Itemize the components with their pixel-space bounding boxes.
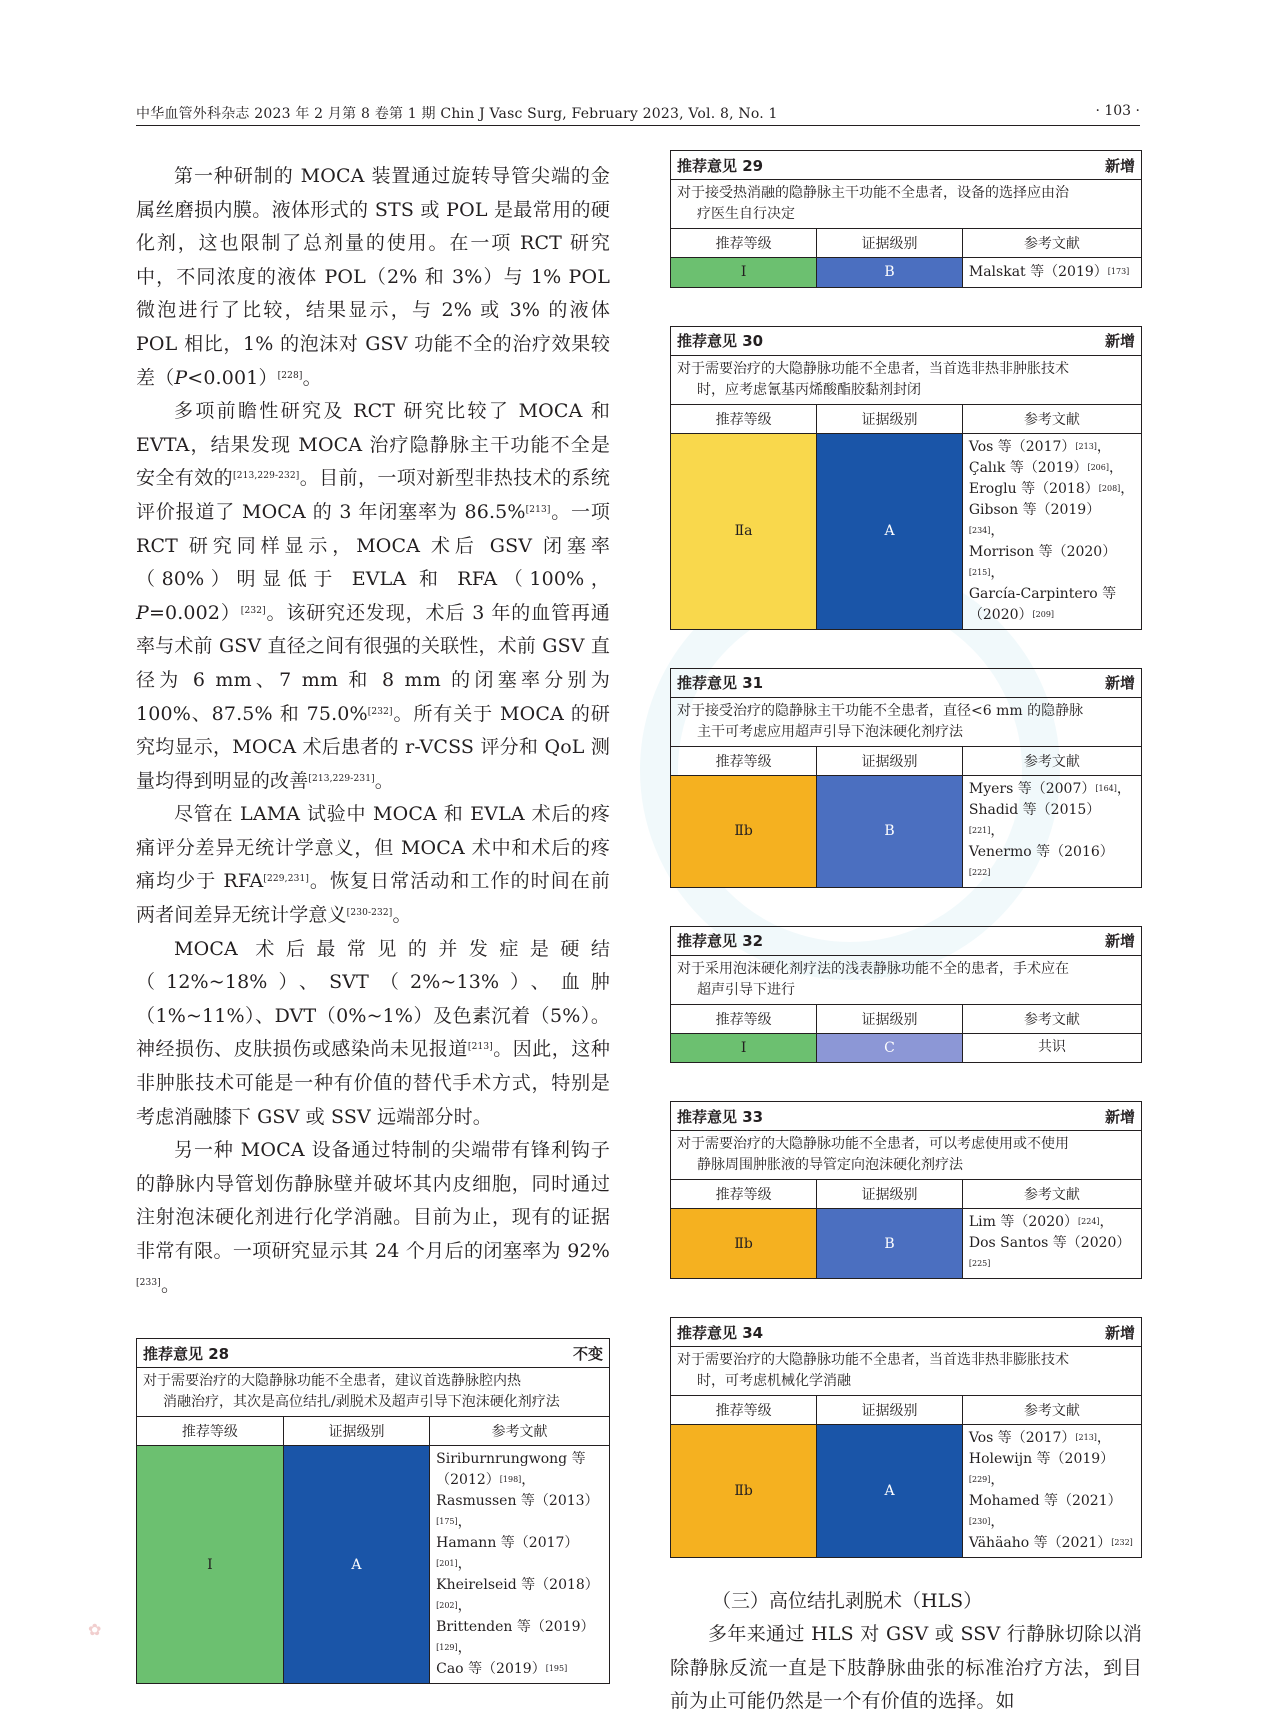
evidence-cell: A bbox=[817, 1425, 963, 1558]
reference-item: 共识 bbox=[1037, 1039, 1066, 1056]
recommendation-title: 推荐意见 34 bbox=[677, 1323, 764, 1342]
reference-item: Holewijn 等（2019）[229]， bbox=[968, 1451, 1115, 1488]
evidence-cell: B bbox=[817, 1209, 963, 1279]
recommendation-table bbox=[671, 1180, 1141, 1278]
publisher-logo-icon: ✿ bbox=[88, 1620, 102, 1639]
recommendation-title: 推荐意见 29 bbox=[677, 156, 764, 175]
reference-item: Eroglu 等（2018）[208]， bbox=[968, 480, 1135, 497]
grade-cell: Ⅱb bbox=[671, 1425, 817, 1558]
recommendation-table bbox=[671, 1005, 1141, 1063]
recommendation-text: 对于接受治疗的隐静脉主干功能不全患者，直径<6 mm 的隐静脉 主干可考虑应用超声引导下泡沫硬化剂疗法 bbox=[671, 698, 1141, 747]
references-cell bbox=[962, 1425, 1141, 1558]
evidence-cell: B bbox=[817, 775, 963, 887]
references-cell bbox=[962, 1209, 1141, 1279]
recommendation-status: 新增 bbox=[1104, 1107, 1135, 1126]
col-header-refs: 参考文献 bbox=[962, 1180, 1141, 1209]
journal-citation: 中华血管外科杂志 2023 年 2 月第 8 卷第 1 期 Chin J Vasc Surg, February 2023, Vol. 8, No. 1 bbox=[136, 106, 778, 122]
evidence-cell: A bbox=[817, 433, 963, 629]
reference-item: Siriburnrungwong 等（2012）[198]， bbox=[436, 1451, 586, 1489]
recommendation-header bbox=[671, 1318, 1141, 1347]
col-header-refs: 参考文献 bbox=[962, 747, 1141, 776]
grade-cell: Ⅰ bbox=[671, 258, 817, 287]
references-cell bbox=[430, 1446, 609, 1684]
recommendation-title: 推荐意见 30 bbox=[677, 332, 764, 350]
paragraph: 另一种 MOCA 设备通过特制的尖端带有锋利钩子的静脉内导管划伤静脉壁并破坏其内皮细胞，同时通过注射泡沫硬化剂进行化学消融。目前为止，现有的证据非常有限。一项研究显示其 24 个月后的闭塞率为 92%[233]。 bbox=[136, 1139, 610, 1296]
recommendation-box-34 bbox=[670, 1317, 1142, 1558]
right-column bbox=[670, 150, 1142, 1719]
col-header-grade: 推荐等级 bbox=[671, 405, 817, 434]
recommendation-status: 新增 bbox=[1104, 932, 1135, 950]
recommendation-status: 新增 bbox=[1104, 1323, 1135, 1342]
paragraph: MOCA 术后最常见的并发症是硬结（12%~18%）、SVT（2%~13%）、血肿（1%~11%）、DVT（0%~1%）及色素沉着（5%）。神经损伤、皮肤损伤或感染尚未见报道[213]。因此，这种非肿胀技术可能是一种有价值的替代手术方式，特别是考虑消融膝下 GSV 或 SSV 远端部分时。 bbox=[136, 937, 610, 1128]
recommendation-box-31 bbox=[670, 668, 1142, 888]
recommendation-status: 新增 bbox=[1104, 674, 1135, 692]
recommendation-title: 推荐意见 33 bbox=[677, 1107, 764, 1126]
recommendation-status: 新增 bbox=[1104, 156, 1135, 175]
grade-cell: Ⅰ bbox=[137, 1446, 283, 1684]
recommendation-box-29 bbox=[670, 150, 1142, 288]
reference-item: Malskat 等（2019）[173] bbox=[968, 263, 1130, 280]
recommendation-box-33 bbox=[670, 1101, 1142, 1279]
recommendation-text: 对于需要治疗的大隐静脉功能不全患者，当首选非热非膨胀技术 时，可考虑机械化学消融 bbox=[671, 1347, 1141, 1396]
reference-item: Çalık 等（2019）[206]， bbox=[968, 459, 1123, 476]
evidence-cell: B bbox=[817, 258, 963, 287]
reference-item: Lim 等（2020）[224]， bbox=[968, 1214, 1114, 1230]
recommendation-table bbox=[671, 229, 1141, 287]
reference-item: García-Carpintero 等（2020）[209] bbox=[968, 585, 1117, 623]
col-header-evidence: 证据级别 bbox=[817, 405, 963, 434]
col-header-grade: 推荐等级 bbox=[671, 229, 817, 258]
col-header-grade: 推荐等级 bbox=[671, 1180, 817, 1209]
col-header-grade: 推荐等级 bbox=[671, 1005, 817, 1034]
page-number: · 103 · bbox=[1095, 103, 1140, 119]
recommendation-text: 对于接受热消融的隐静脉主干功能不全患者，设备的选择应由治 疗医生自行决定 bbox=[671, 180, 1141, 229]
col-header-grade: 推荐等级 bbox=[137, 1417, 283, 1446]
paragraph: 多项前瞻性研究及 RCT 研究比较了 MOCA 和 EVTA，结果发现 MOCA 治疗隐静脉主干功能不全是安全有效的[213,229-232]。目前，一项对新型非热技术的系统评价报道了 MOCA 的 3 年闭塞率为 86.5%[213]。一项 RCT 研究同样显示，MOCA 术后 GSV 闭塞率（80%）明显低于 EVLA 和 RFA（100%，P=0.002）[232]。该研究还发现，术后 3 年的血管再通率与术前 GSV 直径之间有很强的关联性，术前 GSV 直径为 6 mm、7 mm 和 8 mm 的闭塞率分别为 100%、87.5% 和 75.0%[232]。所有关于 MOCA 的研究均显示，MOCA 术后患者的 r-VCSS 评分和 QoL 测量均得到明显的改善[213,229-231]。 bbox=[136, 400, 610, 792]
references-cell bbox=[962, 775, 1141, 887]
reference-item: Vos 等（2017）[213]， bbox=[968, 1430, 1111, 1446]
references-cell bbox=[962, 433, 1141, 629]
col-header-evidence: 证据级别 bbox=[283, 1417, 429, 1446]
evidence-cell: C bbox=[817, 1033, 963, 1062]
reference-item: Myers 等（2007）[164]， bbox=[968, 780, 1131, 797]
col-header-refs: 参考文献 bbox=[962, 1005, 1141, 1034]
reference-item: Vähäaho 等（2021）[232] bbox=[968, 1535, 1133, 1551]
grade-cell: Ⅱa bbox=[671, 433, 817, 629]
paragraph: 多年来通过 HLS 对 GSV 或 SSV 行静脉切除以消除静脉反流一直是下肢静脉曲张的标准治疗方法，到目前为止可能仍然是一个有价值的选择。如 bbox=[670, 1623, 1142, 1713]
recommendation-status: 不变 bbox=[572, 1344, 603, 1363]
recommendation-box-32 bbox=[670, 926, 1142, 1064]
recommendation-title: 推荐意见 31 bbox=[677, 674, 764, 692]
grade-cell: Ⅱb bbox=[671, 1209, 817, 1279]
reference-item: Dos Santos 等（2020）[225] bbox=[968, 1235, 1131, 1268]
recommendation-table bbox=[671, 747, 1141, 887]
reference-item: Brittenden 等（2019）[129]， bbox=[436, 1619, 595, 1657]
reference-item: Cao 等（2019）[195] bbox=[436, 1661, 568, 1678]
recommendation-text: 对于需要治疗的大隐静脉功能不全患者，建议首选静脉腔内热 消融治疗，其次是高位结扎/剥脱术及超声引导下泡沫硬化剂疗法 bbox=[137, 1368, 609, 1417]
col-header-refs: 参考文献 bbox=[962, 405, 1141, 434]
recommendation-header bbox=[671, 1102, 1141, 1131]
col-header-evidence: 证据级别 bbox=[817, 747, 963, 776]
left-column bbox=[136, 160, 610, 1684]
reference-item: Morrison 等（2020）[215]， bbox=[968, 543, 1117, 581]
col-header-refs: 参考文献 bbox=[962, 1396, 1141, 1425]
recommendation-text: 对于需要治疗的大隐静脉功能不全患者，可以考虑使用或不使用 静脉周围肿胀液的导管定向泡沫硬化剂疗法 bbox=[671, 1131, 1141, 1180]
recommendation-table bbox=[671, 1396, 1141, 1557]
recommendation-text: 对于采用泡沫硬化剂疗法的浅表静脉功能不全的患者，手术应在 超声引导下进行 bbox=[671, 956, 1141, 1005]
recommendation-header bbox=[671, 927, 1141, 956]
evidence-cell: A bbox=[283, 1446, 429, 1684]
references-cell bbox=[962, 258, 1141, 287]
grade-cell: Ⅱb bbox=[671, 775, 817, 887]
reference-item: Gibson 等（2019）[234]， bbox=[968, 501, 1101, 539]
reference-item: Hamann 等（2017）[201]， bbox=[436, 1535, 579, 1573]
recommendation-header bbox=[137, 1339, 609, 1368]
paragraph: 尽管在 LAMA 试验中 MOCA 和 EVLA 术后的疼痛评分差异无统计学意义，但 MOCA 术中和术后的疼痛均少于 RFA[229,231]。恢复日常活动和工作的时间在前两者间差异无统计学意义[230-232]。 bbox=[136, 803, 610, 927]
col-header-evidence: 证据级别 bbox=[817, 1396, 963, 1425]
recommendation-header bbox=[671, 669, 1141, 698]
recommendation-table bbox=[671, 405, 1141, 629]
grade-cell: Ⅰ bbox=[671, 1033, 817, 1062]
col-header-grade: 推荐等级 bbox=[671, 747, 817, 776]
section-heading: （三）高位结扎剥脱术（HLS） bbox=[712, 1590, 983, 1612]
col-header-refs: 参考文献 bbox=[962, 229, 1141, 258]
reference-item: Mohamed 等（2021）[230]， bbox=[968, 1493, 1122, 1530]
recommendation-box-28 bbox=[136, 1338, 610, 1684]
running-header bbox=[136, 103, 1140, 126]
col-header-refs: 参考文献 bbox=[430, 1417, 609, 1446]
recommendation-text: 对于需要治疗的大隐静脉功能不全患者，当首选非热非肿胀技术 时，应考虑氰基丙烯酸酯胶黏剂封闭 bbox=[671, 356, 1141, 405]
col-header-evidence: 证据级别 bbox=[817, 229, 963, 258]
recommendation-header bbox=[671, 151, 1141, 180]
reference-item: Kheirelseid 等（2018）[202]， bbox=[436, 1577, 599, 1615]
recommendation-title: 推荐意见 28 bbox=[143, 1344, 230, 1363]
recommendation-table bbox=[137, 1417, 609, 1683]
col-header-evidence: 证据级别 bbox=[817, 1005, 963, 1034]
references-cell bbox=[962, 1033, 1141, 1062]
col-header-evidence: 证据级别 bbox=[817, 1180, 963, 1209]
recommendation-status: 新增 bbox=[1104, 332, 1135, 350]
col-header-grade: 推荐等级 bbox=[671, 1396, 817, 1425]
reference-item: Shadid 等（2015）[221]， bbox=[968, 801, 1101, 839]
reference-item: Vos 等（2017）[213]， bbox=[968, 438, 1111, 455]
recommendation-box-30 bbox=[670, 326, 1142, 630]
recommendation-header bbox=[671, 327, 1141, 356]
paragraph: 第一种研制的 MOCA 装置通过旋转导管尖端的金属丝磨损内膜。液体形式的 STS 或 POL 是最常用的硬化剂，这也限制了总剂量的使用。在一项 RCT 研究中，不同浓度的液体 POL（2% 和 3%）与 1% POL 微泡进行了比较，结果显示，与 2% 或 3% 的液体 POL 相比，1% 的泡沫对 GSV 功能不全的治疗效果较差（P<0.001）[228]。 bbox=[136, 165, 610, 389]
recommendation-title: 推荐意见 32 bbox=[677, 932, 764, 950]
reference-item: Venermo 等（2016）[222] bbox=[968, 843, 1114, 877]
reference-item: Rasmussen 等（2013）[175]， bbox=[436, 1493, 599, 1531]
